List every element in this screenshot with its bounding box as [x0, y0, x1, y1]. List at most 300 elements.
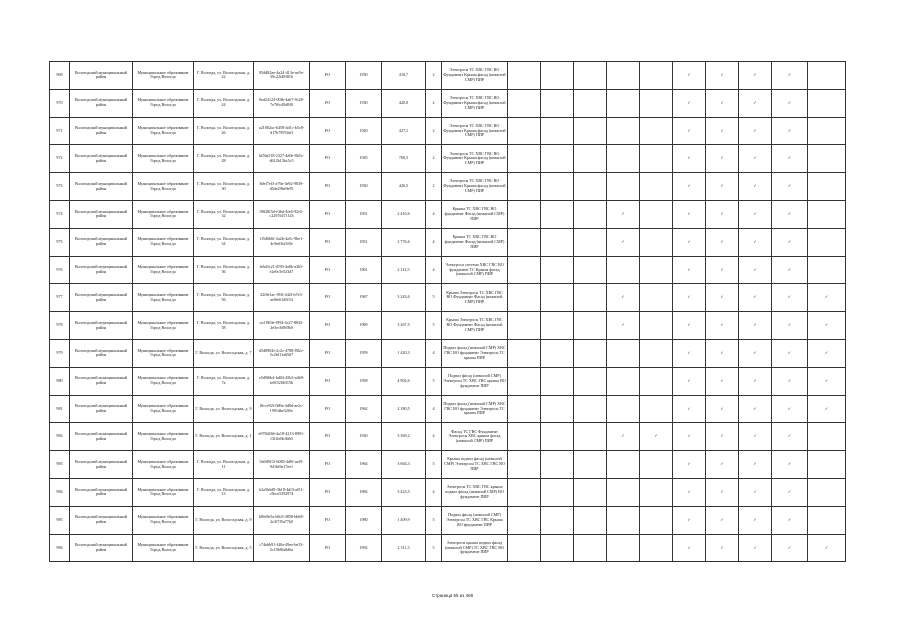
check-cell: [808, 89, 846, 117]
check-cell: [541, 506, 574, 534]
check-cell: ✓: [607, 200, 640, 228]
check-cell: [808, 145, 846, 173]
check-cell: ✓: [673, 339, 706, 367]
house-id-cell: 95dd82ae-4a24-413e-ae5e-39c22f48f816: [254, 62, 310, 90]
row-number: 971: [50, 117, 70, 145]
check-cell: ✓: [808, 395, 846, 423]
municipality-cell: Муниципальное образование Город Вологда: [133, 228, 194, 256]
check-cell: ✓: [808, 367, 846, 395]
check-cell: [808, 506, 846, 534]
check-cell: ✓: [772, 62, 808, 90]
check-cell: ✓: [706, 312, 739, 340]
row-number: 980: [50, 367, 70, 395]
check-cell: [541, 312, 574, 340]
check-cell: ✓: [706, 200, 739, 228]
code-cell: FO: [310, 478, 346, 506]
code-cell: FO: [310, 284, 346, 312]
check-cell: [508, 506, 541, 534]
area-cell: 2 112,5: [382, 256, 426, 284]
check-cell: ✓: [808, 339, 846, 367]
works-cell: Электросн крыша подвал фасад (нежилой СМР) ТС ХВС ГВС ВО фундамент ПИР: [442, 534, 508, 562]
year-cell: 1969: [346, 312, 382, 340]
check-cell: [541, 367, 574, 395]
district-cell: Вологодский муниципальный район: [70, 339, 133, 367]
check-cell: ✓: [673, 62, 706, 90]
row-number: 972: [50, 145, 70, 173]
address-cell: Г. Вологда, ул. Вологодская, д. 7: [194, 339, 254, 367]
area-cell: 4 902,6: [382, 367, 426, 395]
check-cell: [508, 367, 541, 395]
check-cell: ✓: [772, 117, 808, 145]
check-cell: ✓: [772, 145, 808, 173]
address-cell: Г. Вологда, ул. Вологодская, д. 13: [194, 478, 254, 506]
code-cell: FO: [310, 200, 346, 228]
floors-cell: 5: [426, 367, 442, 395]
address-cell: Г. Вологда, ул. Вологодская, д. 58: [194, 312, 254, 340]
check-cell: ✓: [772, 478, 808, 506]
check-cell: [541, 339, 574, 367]
check-cell: [574, 62, 607, 90]
area-cell: 420,0: [382, 89, 426, 117]
check-cell: ✓: [673, 200, 706, 228]
year-cell: 1945: [346, 145, 382, 173]
check-cell: [640, 478, 673, 506]
address-cell: Г. Вологда, ул. Вологодская, д. 36: [194, 256, 254, 284]
municipality-cell: Муниципальное образование Город Вологда: [133, 478, 194, 506]
check-cell: ✓: [673, 312, 706, 340]
address-cell: Г. Вологда, ул. Вологодская, д. 9: [194, 506, 254, 534]
check-cell: [574, 534, 607, 562]
check-cell: ✓: [673, 478, 706, 506]
check-cell: [808, 451, 846, 479]
works-cell: Крыша Электросн ТС ХВС ГВС ВО Фундамент Фасад (нежилой СМР) ПИР: [442, 312, 508, 340]
check-cell: [574, 367, 607, 395]
floors-cell: 4: [426, 339, 442, 367]
area-cell: 2 776,6: [382, 228, 426, 256]
check-cell: ✓: [772, 312, 808, 340]
check-cell: ✓: [706, 534, 739, 562]
year-cell: 1951: [346, 228, 382, 256]
year-cell: 1964: [346, 451, 382, 479]
check-cell: [808, 173, 846, 201]
check-cell: [541, 200, 574, 228]
check-cell: [640, 367, 673, 395]
municipality-cell: Муниципальное образование Город Вологда: [133, 200, 194, 228]
check-cell: [607, 145, 640, 173]
house-id-cell: 98f28f5d-e36d-4fe6-92e5-c2297d471143: [254, 200, 310, 228]
district-cell: Вологодский муниципальный район: [70, 200, 133, 228]
code-cell: FO: [310, 173, 346, 201]
check-cell: [508, 89, 541, 117]
check-cell: [574, 506, 607, 534]
check-cell: [640, 117, 673, 145]
house-id-cell: d5d8904f-2c2c-4788-882c-5c2b1f1a6567: [254, 339, 310, 367]
check-cell: ✓: [772, 228, 808, 256]
check-cell: ✓: [808, 312, 846, 340]
code-cell: FO: [310, 312, 346, 340]
check-cell: [508, 423, 541, 451]
table-row: [50, 117, 846, 145]
municipality-cell: Муниципальное образование Город Вологда: [133, 173, 194, 201]
municipality-cell: Муниципальное образование Город Вологда: [133, 145, 194, 173]
municipality-cell: Муниципальное образование Город Вологда: [133, 506, 194, 534]
table-row: [50, 312, 846, 340]
floors-cell: 5: [426, 312, 442, 340]
house-id-cell: bf56a518-2327-4d0e-8b5c-d612b13bc5c5: [254, 145, 310, 173]
year-cell: 1961: [346, 256, 382, 284]
house-id-cell: c74ebb91-f40a-49ee-be53-2c19b8fa8d6a: [254, 534, 310, 562]
check-cell: [607, 89, 640, 117]
check-cell: ✓: [739, 256, 772, 284]
area-cell: 3 267,5: [382, 312, 426, 340]
table-row: [50, 395, 846, 423]
floors-cell: 2: [426, 62, 442, 90]
address-cell: Г. Вологда, ул. Вологодская, д. 9: [194, 395, 254, 423]
table-row: [50, 451, 846, 479]
district-cell: Вологодский муниципальный район: [70, 312, 133, 340]
register-table: [49, 61, 846, 562]
code-cell: FO: [310, 228, 346, 256]
row-number: 982: [50, 423, 70, 451]
row-number: 975: [50, 228, 70, 256]
area-cell: 3 369,2: [382, 423, 426, 451]
page-footer: Страница 55 из 469: [431, 593, 474, 598]
check-cell: ✓: [739, 173, 772, 201]
check-cell: ✓: [772, 89, 808, 117]
year-cell: 1992: [346, 534, 382, 562]
check-cell: ✓: [640, 423, 673, 451]
row-number: 976: [50, 256, 70, 284]
table-row: [50, 534, 846, 562]
check-cell: [640, 312, 673, 340]
municipality-cell: Муниципальное образование Город Вологда: [133, 284, 194, 312]
check-cell: [541, 395, 574, 423]
house-id-cell: 0ed24124-00fb-4ab7-9c28-7e7f6c49d8f0: [254, 89, 310, 117]
check-cell: [541, 534, 574, 562]
municipality-cell: Муниципальное образование Город Вологда: [133, 89, 194, 117]
check-cell: [508, 62, 541, 90]
area-cell: 2 311,3: [382, 534, 426, 562]
area-cell: 3 664,3: [382, 451, 426, 479]
district-cell: Вологодский муниципальный район: [70, 173, 133, 201]
check-cell: [640, 89, 673, 117]
check-cell: [508, 256, 541, 284]
check-cell: ✓: [706, 367, 739, 395]
check-cell: [541, 423, 574, 451]
year-cell: 1930: [346, 62, 382, 90]
check-cell: ✓: [673, 117, 706, 145]
check-cell: ✓: [673, 284, 706, 312]
works-cell: Подвал фасад (нежилой СМР) ХВС ГВС ВО фундамент Электросн ТС крыша ПИР: [442, 339, 508, 367]
area-cell: 426,5: [382, 173, 426, 201]
check-cell: [808, 423, 846, 451]
check-cell: ✓: [772, 173, 808, 201]
check-cell: [607, 173, 640, 201]
works-cell: Электросн ТС ХВС ГВС ВО Фундамент Крыша фасад (нежилой СМР) ПИР: [442, 89, 508, 117]
check-cell: ✓: [706, 89, 739, 117]
floors-cell: 4: [426, 228, 442, 256]
check-cell: ✓: [739, 228, 772, 256]
check-cell: [541, 145, 574, 173]
code-cell: FO: [310, 534, 346, 562]
check-cell: [640, 506, 673, 534]
check-cell: ✓: [739, 89, 772, 117]
row-number: 973: [50, 173, 70, 201]
floors-cell: 5: [426, 534, 442, 562]
address-cell: Г. Вологда, ул. Вологодская, д. 24: [194, 89, 254, 117]
house-id-cell: 22f0e1ac-f93f-442f-b7e3-ae0fe61d5f54: [254, 284, 310, 312]
house-id-cell: b8fe8e5a-b8c0-4858-bb68-2e3f7f5a77b0: [254, 506, 310, 534]
check-cell: [607, 256, 640, 284]
check-cell: ✓: [739, 339, 772, 367]
table-row: [50, 284, 846, 312]
floors-cell: 4: [426, 395, 442, 423]
check-cell: ✓: [673, 89, 706, 117]
works-cell: Электросн система ХВС ГВС ВО фундамент ТС Крыша фасад (нежилой СМР) ПИР: [442, 256, 508, 284]
check-cell: [541, 478, 574, 506]
check-cell: [574, 89, 607, 117]
check-cell: ✓: [772, 200, 808, 228]
check-cell: ✓: [607, 228, 640, 256]
check-cell: [640, 451, 673, 479]
check-cell: [574, 339, 607, 367]
district-cell: Вологодский муниципальный район: [70, 228, 133, 256]
code-cell: FO: [310, 117, 346, 145]
house-id-cell: a21802ac-b458-4d1c-b5c8-d17b7997deff: [254, 117, 310, 145]
check-cell: ✓: [772, 339, 808, 367]
municipality-cell: Муниципальное образование Город Вологда: [133, 117, 194, 145]
works-cell: Электросн ТС ХВС ГВС крыша подвал фасад (нежилой СМР) ВО фундамент ПИР: [442, 478, 508, 506]
floors-cell: 4: [426, 200, 442, 228]
floors-cell: 5: [426, 451, 442, 479]
check-cell: [508, 478, 541, 506]
year-cell: 1930: [346, 173, 382, 201]
check-cell: [808, 62, 846, 90]
check-cell: ✓: [808, 534, 846, 562]
table-body: [50, 62, 846, 562]
area-cell: 769,5: [382, 145, 426, 173]
check-cell: ✓: [673, 451, 706, 479]
address-cell: Г. Вологда, ул. Вологодская, д. 11: [194, 451, 254, 479]
house-id-cell: e5d9f6b4-bd04-45b3-a4b9-fe0f5266315b: [254, 367, 310, 395]
check-cell: [541, 117, 574, 145]
year-cell: 1920: [346, 117, 382, 145]
check-cell: [574, 228, 607, 256]
check-cell: ✓: [739, 478, 772, 506]
check-cell: [607, 395, 640, 423]
row-number: 981: [50, 395, 70, 423]
municipality-cell: Муниципальное образование Город Вологда: [133, 395, 194, 423]
check-cell: ✓: [706, 284, 739, 312]
table-row: [50, 506, 846, 534]
table-row: [50, 200, 846, 228]
code-cell: FO: [310, 395, 346, 423]
year-cell: 1962: [346, 395, 382, 423]
address-cell: Г. Вологда, ул. Вологодская, д. 34: [194, 228, 254, 256]
year-cell: 1958: [346, 367, 382, 395]
works-cell: Электросн ТС ХВС ГВС ВО Фундамент Крыша фасад (нежилой СМР) ПИР: [442, 145, 508, 173]
district-cell: Вологодский муниципальный район: [70, 534, 133, 562]
check-cell: ✓: [739, 62, 772, 90]
check-cell: [541, 228, 574, 256]
check-cell: [574, 312, 607, 340]
row-number: 986: [50, 534, 70, 562]
check-cell: [640, 339, 673, 367]
check-cell: [640, 256, 673, 284]
house-id-cell: fe6d3c21-f039-4a8b-a3b5-e2e0c5e523d7: [254, 256, 310, 284]
works-cell: Подвал фасад (нежилой СМР) ХВС ГВС ВО фундамент Электросн ТС крыша ПИР: [442, 395, 508, 423]
code-cell: FO: [310, 339, 346, 367]
floors-cell: 4: [426, 478, 442, 506]
area-cell: 1 420,3: [382, 339, 426, 367]
check-cell: [541, 89, 574, 117]
check-cell: [574, 145, 607, 173]
house-id-cell: 0a9d9f13-b083-4d0f-aef9-941bf6e17ee1: [254, 451, 310, 479]
check-cell: ✓: [706, 145, 739, 173]
address-cell: Г. Вологда, ул. Вологодская, д. 7а: [194, 367, 254, 395]
check-cell: ✓: [673, 256, 706, 284]
check-cell: ✓: [772, 423, 808, 451]
check-cell: ✓: [673, 423, 706, 451]
check-cell: [508, 117, 541, 145]
works-cell: Электросн ТС ХВС ГВС ВО Фундамент Крыша фасад (нежилой СМР) ПИР: [442, 117, 508, 145]
check-cell: [574, 173, 607, 201]
check-cell: ✓: [739, 200, 772, 228]
check-cell: [607, 506, 640, 534]
row-number: 984: [50, 478, 70, 506]
works-cell: Подвал фасад (нежилой СМР) Электросн ТС ХВС ГВС Крыша ВО фундамент ПИР: [442, 506, 508, 534]
floors-cell: 4: [426, 423, 442, 451]
municipality-cell: Муниципальное образование Город Вологда: [133, 312, 194, 340]
house-id-cell: f0cce92f-0d9a-4d8d-ae2c-1991dbe32f6c: [254, 395, 310, 423]
address-cell: Г. Вологда, ул. Вологодская, д. 32: [194, 200, 254, 228]
check-cell: [574, 256, 607, 284]
row-number: 979: [50, 339, 70, 367]
check-cell: [541, 451, 574, 479]
code-cell: FO: [310, 367, 346, 395]
check-cell: [508, 284, 541, 312]
address-cell: Г. Вологда, ул. Вологодская, д. 26: [194, 117, 254, 145]
works-cell: Крыша Электросн ТС ХВС ГВС ВО Фундамент Фасад (нежилой СМР) ПИР: [442, 284, 508, 312]
area-cell: 2 416,6: [382, 200, 426, 228]
code-cell: FO: [310, 256, 346, 284]
check-cell: [574, 200, 607, 228]
district-cell: Вологодский муниципальный район: [70, 145, 133, 173]
table-row: [50, 173, 846, 201]
check-cell: ✓: [706, 256, 739, 284]
check-cell: [640, 284, 673, 312]
municipality-cell: Муниципальное образование Город Вологда: [133, 256, 194, 284]
check-cell: ✓: [739, 506, 772, 534]
code-cell: FO: [310, 89, 346, 117]
year-cell: 1967: [346, 284, 382, 312]
check-cell: [607, 451, 640, 479]
house-id-cell: e078d266-4a18-4213-8901-f3f1fe6b3b60: [254, 423, 310, 451]
address-cell: Г. Вологда, ул. Вологодская, д. 1: [194, 423, 254, 451]
check-cell: [508, 339, 541, 367]
check-cell: [574, 423, 607, 451]
row-number: 977: [50, 284, 70, 312]
check-cell: ✓: [706, 478, 739, 506]
row-number: 978: [50, 312, 70, 340]
check-cell: ✓: [772, 256, 808, 284]
district-cell: Вологодский муниципальный район: [70, 506, 133, 534]
check-cell: [640, 534, 673, 562]
code-cell: FO: [310, 451, 346, 479]
district-cell: Вологодский муниципальный район: [70, 395, 133, 423]
check-cell: ✓: [607, 312, 640, 340]
check-cell: [640, 200, 673, 228]
municipality-cell: Муниципальное образование Город Вологда: [133, 534, 194, 562]
check-cell: [808, 256, 846, 284]
check-cell: [508, 534, 541, 562]
check-cell: ✓: [772, 451, 808, 479]
check-cell: ✓: [607, 423, 640, 451]
check-cell: ✓: [772, 506, 808, 534]
check-cell: [508, 173, 541, 201]
row-number: 969: [50, 62, 70, 90]
check-cell: ✓: [772, 534, 808, 562]
works-cell: Подвал фасад (нежилой СМР) Электросн ТС ХВС ГВС крыша ВО фундамент ПИР: [442, 367, 508, 395]
check-cell: [574, 478, 607, 506]
check-cell: [808, 478, 846, 506]
check-cell: [607, 117, 640, 145]
check-cell: ✓: [772, 395, 808, 423]
check-cell: ✓: [607, 284, 640, 312]
check-cell: [541, 284, 574, 312]
address-cell: Г. Вологда, ул. Вологодская, д. 22: [194, 62, 254, 90]
check-cell: ✓: [772, 367, 808, 395]
check-cell: ✓: [739, 451, 772, 479]
district-cell: Вологодский муниципальный район: [70, 62, 133, 90]
check-cell: ✓: [706, 228, 739, 256]
check-cell: ✓: [706, 506, 739, 534]
check-cell: [607, 367, 640, 395]
check-cell: ✓: [673, 534, 706, 562]
check-cell: ✓: [673, 145, 706, 173]
check-cell: ✓: [739, 312, 772, 340]
check-cell: [508, 145, 541, 173]
table-row: [50, 89, 846, 117]
floors-cell: 5: [426, 284, 442, 312]
house-id-cell: b0ef7ef3-a79a-4e92-9839-d5de29be9e95: [254, 173, 310, 201]
district-cell: Вологодский муниципальный район: [70, 117, 133, 145]
check-cell: [508, 451, 541, 479]
table-row: [50, 62, 846, 90]
table-row: [50, 423, 846, 451]
table-row: [50, 145, 846, 173]
check-cell: [808, 200, 846, 228]
check-cell: [574, 117, 607, 145]
check-cell: [607, 62, 640, 90]
table-row: [50, 367, 846, 395]
code-cell: FO: [310, 423, 346, 451]
address-cell: Г. Вологда, ул. Вологодская, д. 56: [194, 284, 254, 312]
row-number: 985: [50, 506, 70, 534]
year-cell: 1959: [346, 339, 382, 367]
check-cell: ✓: [739, 395, 772, 423]
district-cell: Вологодский муниципальный район: [70, 478, 133, 506]
area-cell: 2 180,5: [382, 395, 426, 423]
municipality-cell: Муниципальное образование Город Вологда: [133, 367, 194, 395]
check-cell: [508, 228, 541, 256]
check-cell: [640, 62, 673, 90]
district-cell: Вологодский муниципальный район: [70, 367, 133, 395]
check-cell: ✓: [808, 284, 846, 312]
year-cell: 1930: [346, 423, 382, 451]
house-id-cell: 1f5d6b6f-2a2b-4a5c-9be1-4c9e63fa5f0e: [254, 228, 310, 256]
check-cell: [808, 117, 846, 145]
